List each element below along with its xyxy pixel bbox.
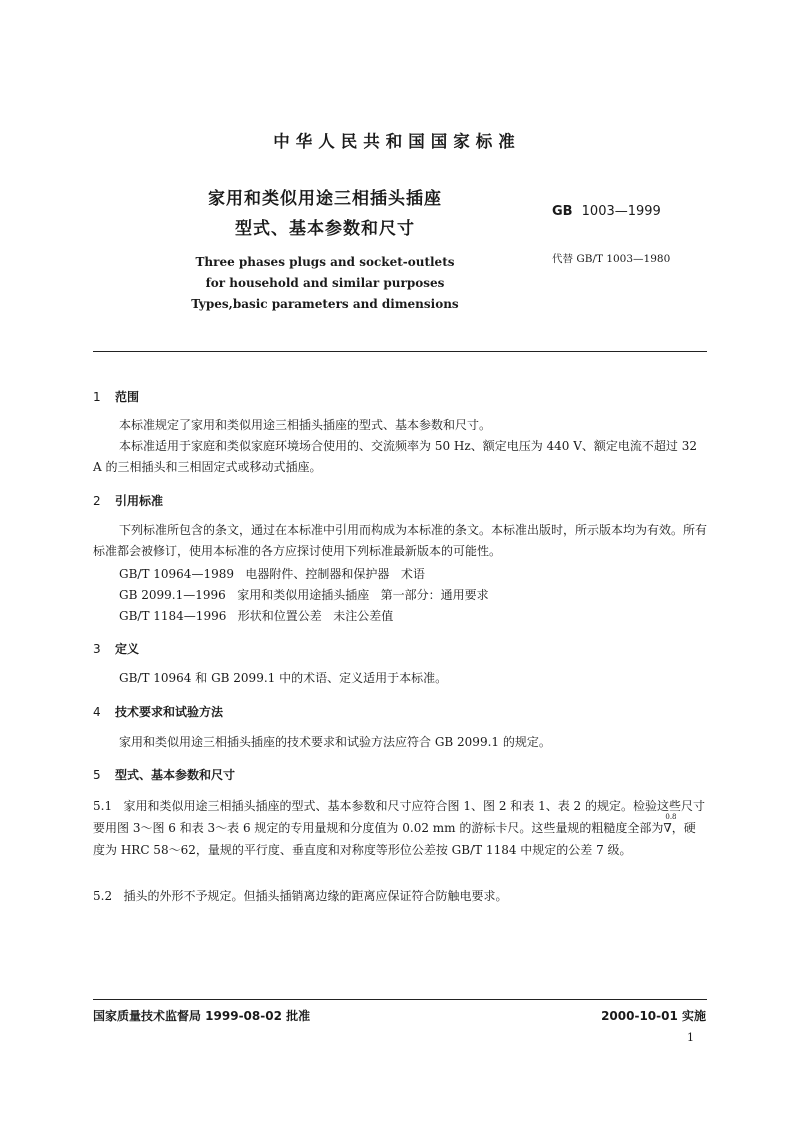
section-1-para-2: 本标准适用于家庭和类似家庭环境场合使用的、交流频率为 50 Hz、额定电压为 440 V、额定电流不超过 32 A 的三相插头和三相固定式或移动式插座。 — [93, 439, 697, 474]
section-1-heading — [93, 388, 139, 405]
section-2-heading — [93, 492, 163, 509]
clause-5-1-number: 5.1 — [93, 799, 113, 813]
section-3-para-1: GB/T 10964 和 GB 2099.1 中的术语、定义适用于本标准。 — [119, 671, 448, 685]
clause-5-2 — [93, 886, 707, 907]
roughness-glyph: ∇ — [663, 821, 672, 835]
section-1-title: 范围 — [115, 390, 140, 404]
section-3-number: 3 — [93, 642, 101, 656]
header-divider — [93, 351, 707, 352]
standard-number — [552, 204, 661, 219]
roughness-symbol — [663, 813, 677, 839]
document-title-en-line1: Three phases plugs and socket-outlets — [195, 255, 455, 269]
section-2-number: 2 — [93, 494, 101, 508]
section-5-heading — [93, 766, 235, 783]
section-4-number: 4 — [93, 705, 101, 719]
effective-date: 2000-10-01 实施 — [601, 1009, 706, 1023]
nation-standard-heading: 中华人民共和国国家标准 — [273, 132, 521, 151]
clause-5-2-number: 5.2 — [93, 889, 113, 903]
clause-5-2-text: 插头的外形不予规定。但插头插销离边缘的距离应保证符合防触电要求。 — [123, 889, 508, 903]
reference-item: GB/T 10964—1989 电器附件、控制器和保护器 术语 — [119, 567, 425, 581]
document-title-en-line3: Types,basic parameters and dimensions — [191, 297, 459, 311]
document-title-cn-line2: 型式、基本参数和尺寸 — [235, 219, 415, 239]
section-3-title: 定义 — [115, 642, 140, 656]
clause-5-1-text-b: ，硬度为 HRC 58～62，量规的平行度、垂直度和对称度等形位公差按 GB/T 1184 中规定的公差 7 级。 — [93, 821, 696, 857]
section-4-para-1: 家用和类似用途三相插头插座的技术要求和试验方法应符合 GB 2099.1 的规定。 — [119, 735, 551, 749]
page-number: 1 — [687, 1031, 694, 1044]
replaces-standard: 代替 GB/T 1003—1980 — [552, 253, 671, 265]
reference-item: GB 2099.1—1996 家用和类似用途插头插座 第一部分：通用要求 — [119, 588, 489, 602]
roughness-value: 0.8 — [665, 813, 677, 821]
section-5-number: 5 — [93, 768, 101, 782]
clause-5-1-text-a: 家用和类似用途三相插头插座的型式、基本参数和尺寸应符合图 1、图 2 和表 1、表 2 的规定。检验这些尺寸要用图 3～图 6 和表 3～表 6 规定的专用量规和分度值为 0.02 mm 的游标卡尺。这些量规的粗糙度全部为 — [93, 799, 705, 835]
standard-code: 1003—1999 — [581, 204, 661, 219]
section-5-title: 型式、基本参数和尺寸 — [115, 768, 236, 782]
section-4-title: 技术要求和试验方法 — [115, 705, 224, 719]
section-2-title: 引用标准 — [115, 494, 164, 508]
clause-5-1 — [93, 795, 707, 861]
section-4-heading — [93, 703, 223, 720]
document-title-en-line2: for household and similar purposes — [205, 276, 445, 290]
approval-date: 国家质量技术监督局 1999-08-02 批准 — [93, 1009, 311, 1023]
reference-item: GB/T 1184—1996 形状和位置公差 未注公差值 — [119, 609, 394, 623]
standard-prefix: GB — [552, 204, 573, 219]
footer-divider — [93, 999, 707, 1000]
section-2-para-1: 下列标准所包含的条文，通过在本标准中引用而构成为本标准的条文。本标准出版时，所示版本均为有效。所有标准都会被修订，使用本标准的各方应探讨使用下列标准最新版本的可能性。 — [93, 523, 708, 558]
section-3-heading — [93, 640, 139, 657]
section-1-number: 1 — [93, 390, 101, 404]
document-title-cn-line1: 家用和类似用途三相插头插座 — [208, 189, 442, 209]
section-1-para-1: 本标准规定了家用和类似用途三相插头插座的型式、基本参数和尺寸。 — [119, 418, 492, 432]
